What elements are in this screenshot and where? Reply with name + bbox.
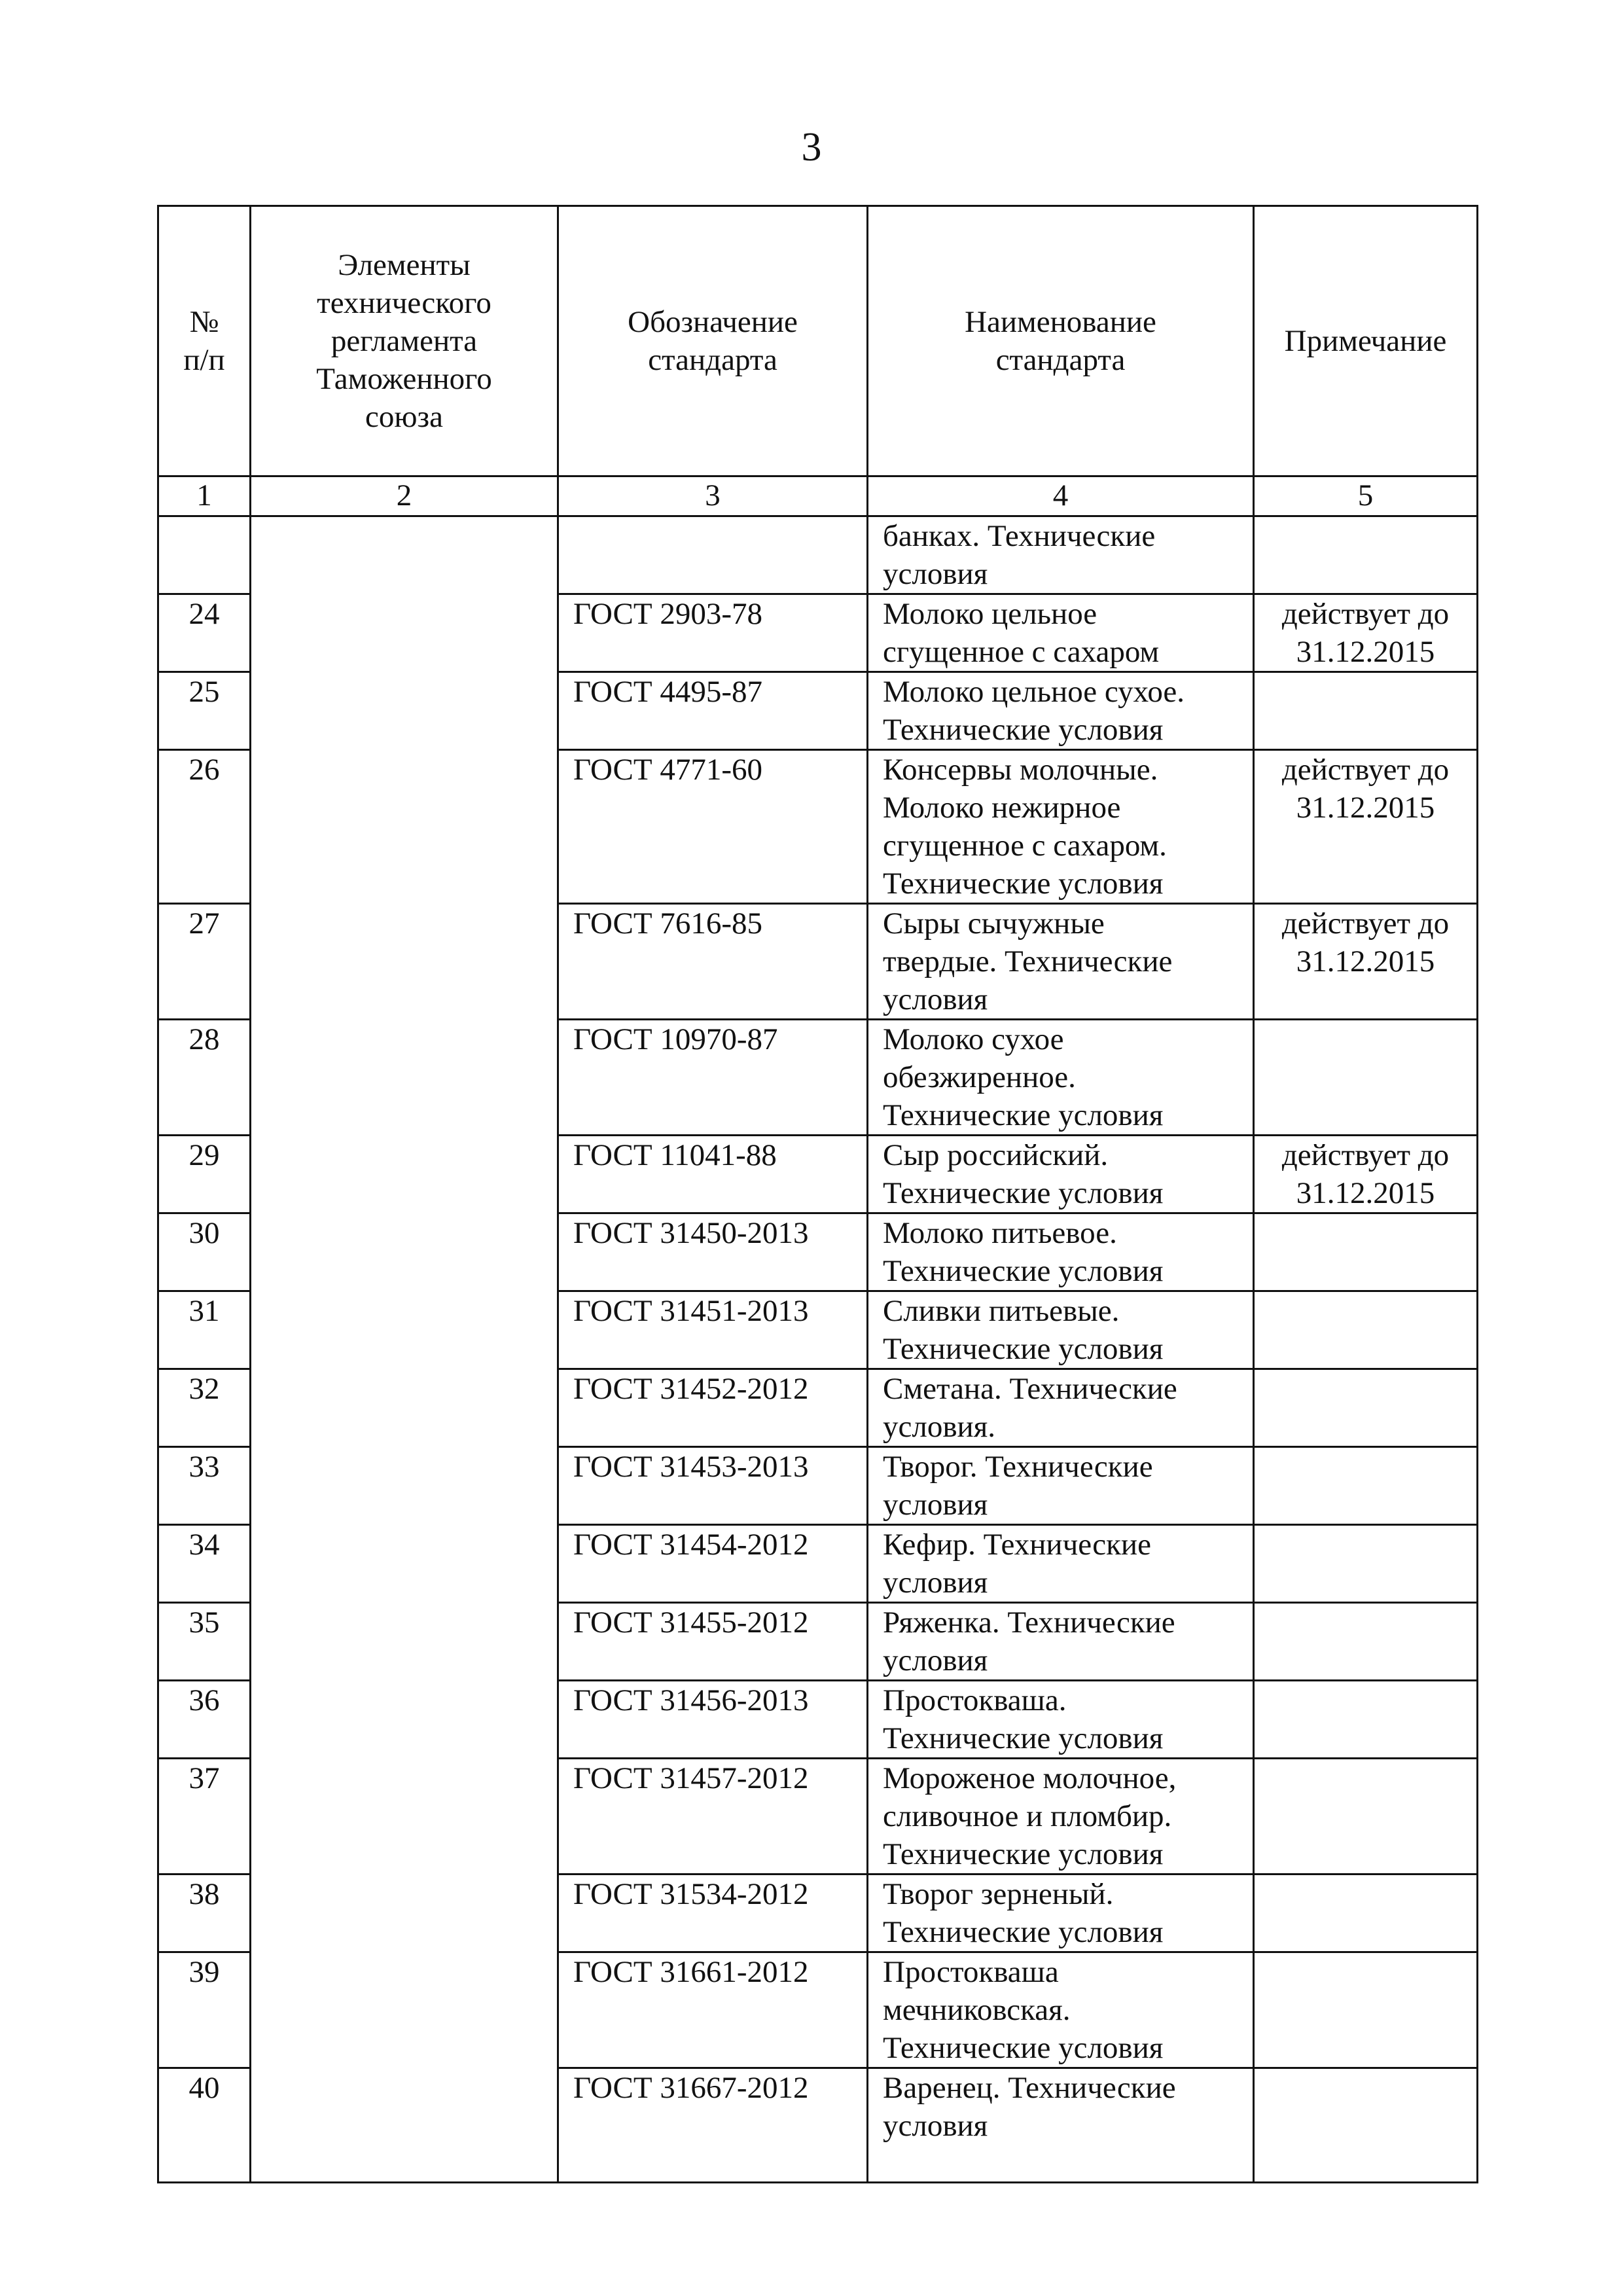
table-row [158,516,1478,594]
standard-note: действует до 31.12.2015 [1254,750,1478,904]
standard-designation: ГОСТ 2903-78 [558,594,868,672]
elements-cell [251,516,558,2183]
row-number: 31 [158,1291,251,1369]
standard-designation: ГОСТ 4771-60 [558,750,868,904]
standard-designation: ГОСТ 31454-2012 [558,1525,868,1603]
column-number: 5 [1254,476,1478,516]
standard-name: Сметана. Технические условия. [868,1369,1254,1447]
standard-designation: ГОСТ 31534-2012 [558,1874,868,1952]
row-number: 38 [158,1874,251,1952]
standard-designation: ГОСТ 31457-2012 [558,1759,868,1874]
row-number: 29 [158,1136,251,1213]
standard-note [1254,1874,1478,1952]
column-number: 2 [251,476,558,516]
header-elements: Элементы технического регламента Таможенного союза [251,206,558,476]
standard-designation: ГОСТ 11041-88 [558,1136,868,1213]
standard-designation: ГОСТ 31453-2013 [558,1447,868,1525]
header-row [158,206,1478,476]
standard-note [1254,672,1478,750]
row-number: 30 [158,1213,251,1291]
standard-note [1254,516,1478,594]
standard-name: Творог зерненый. Технические условия [868,1874,1254,1952]
row-number: 34 [158,1525,251,1603]
standard-note [1254,1369,1478,1447]
row-number: 32 [158,1369,251,1447]
standard-name: банках. Технические условия [868,516,1254,594]
standard-note [1254,1020,1478,1136]
standard-name: Молоко цельное сгущенное с сахаром [868,594,1254,672]
standard-name: Ряженка. Технические условия [868,1603,1254,1681]
standards-table [157,205,1478,2183]
row-number: 26 [158,750,251,904]
standard-designation: ГОСТ 31450-2013 [558,1213,868,1291]
row-number: 28 [158,1020,251,1136]
row-number: 36 [158,1681,251,1759]
row-number: 35 [158,1603,251,1681]
standard-name: Сыры сычужные твердые. Технические условия [868,904,1254,1020]
standard-designation: ГОСТ 31455-2012 [558,1603,868,1681]
standard-designation: ГОСТ 31451-2013 [558,1291,868,1369]
standard-note [1254,1291,1478,1369]
standard-name: Молоко сухое обезжиренное. Технические условия [868,1020,1254,1136]
header-name: Наименование стандарта [868,206,1254,476]
standard-name: Творог. Технические условия [868,1447,1254,1525]
standard-note: действует до 31.12.2015 [1254,904,1478,1020]
row-number: 37 [158,1759,251,1874]
standard-name: Простокваша мечниковская. Технические условия [868,1952,1254,2068]
standard-note [1254,1447,1478,1525]
row-number: 33 [158,1447,251,1525]
standard-name: Молоко питьевое. Технические условия [868,1213,1254,1291]
standard-name: Кефир. Технические условия [868,1525,1254,1603]
header-num: № п/п [158,206,251,476]
standard-name: Простокваша. Технические условия [868,1681,1254,1759]
standard-note [1254,1603,1478,1681]
header-note: Примечание [1254,206,1478,476]
row-number: 24 [158,594,251,672]
standard-designation: ГОСТ 31456-2013 [558,1681,868,1759]
header-designation: Обозначение стандарта [558,206,868,476]
standard-designation: ГОСТ 31667-2012 [558,2068,868,2183]
column-number-row [158,476,1478,516]
standard-designation: ГОСТ 7616-85 [558,904,868,1020]
page-number: 3 [801,125,822,170]
row-number: 40 [158,2068,251,2183]
standard-name: Мороженое молочное, сливочное и пломбир. Технические условия [868,1759,1254,1874]
standard-designation: ГОСТ 31661-2012 [558,1952,868,2068]
standard-note: действует до 31.12.2015 [1254,594,1478,672]
column-number: 3 [558,476,868,516]
row-number [158,516,251,594]
standard-note [1254,1681,1478,1759]
standard-designation: ГОСТ 31452-2012 [558,1369,868,1447]
row-number: 39 [158,1952,251,2068]
standard-note [1254,1952,1478,2068]
row-number: 25 [158,672,251,750]
standard-designation: ГОСТ 10970-87 [558,1020,868,1136]
standard-name: Молоко цельное сухое. Технические условия [868,672,1254,750]
column-number: 4 [868,476,1254,516]
standard-name: Варенец. Технические условия [868,2068,1254,2183]
standard-note [1254,1525,1478,1603]
standard-designation: ГОСТ 4495-87 [558,672,868,750]
standard-name: Консервы молочные. Молоко нежирное сгущенное с сахаром. Технические условия [868,750,1254,904]
standard-note: действует до 31.12.2015 [1254,1136,1478,1213]
row-number: 27 [158,904,251,1020]
standard-designation [558,516,868,594]
standard-name: Сыр российский. Технические условия [868,1136,1254,1213]
column-number: 1 [158,476,251,516]
standard-note [1254,1213,1478,1291]
table-body [158,516,1478,2183]
standard-note [1254,2068,1478,2183]
standard-name: Сливки питьевые. Технические условия [868,1291,1254,1369]
standard-note [1254,1759,1478,1874]
